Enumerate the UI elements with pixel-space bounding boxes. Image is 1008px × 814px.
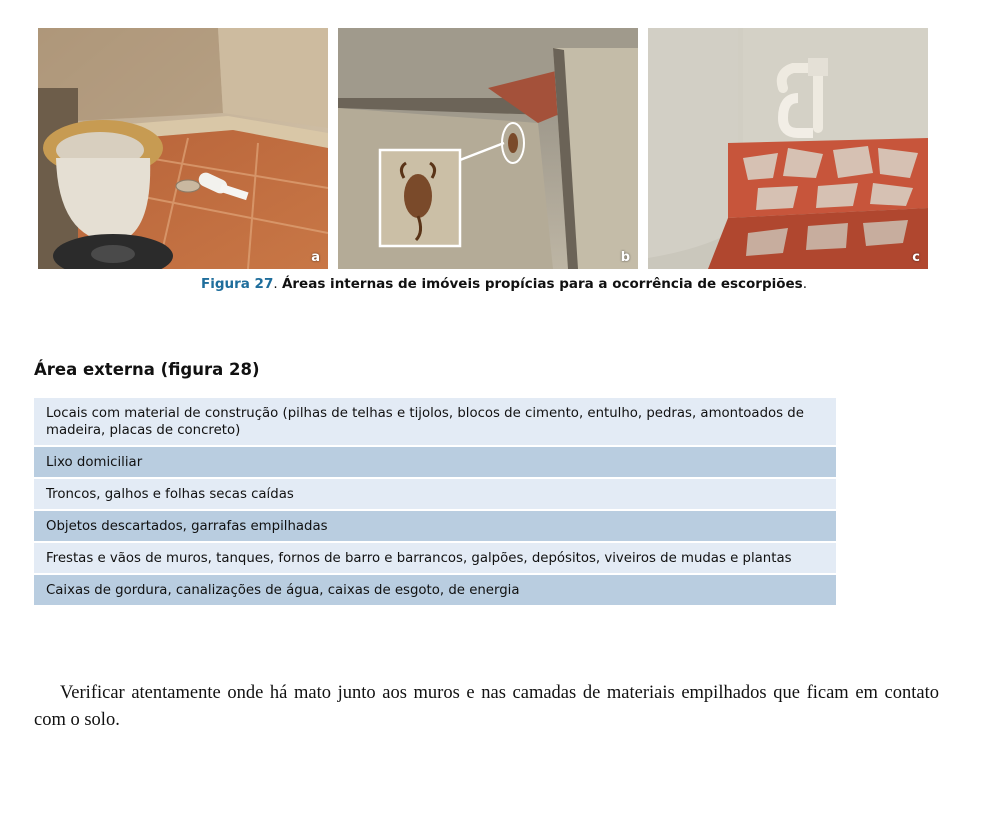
photo-letter-c: c <box>912 250 920 265</box>
cracked-wall-scorpion-photo <box>338 28 638 269</box>
bathroom-toilet-floor-photo <box>38 28 328 269</box>
table-row: Caixas de gordura, canalizações de água, caixas de esgoto, de energia <box>34 575 836 607</box>
photo-letter-b: b <box>620 250 630 265</box>
photo-b <box>338 28 638 269</box>
photo-a <box>38 28 328 269</box>
caption-separator: . <box>273 276 278 292</box>
figure-number: Figura 27 <box>200 276 274 292</box>
table-row: Lixo domiciliar <box>34 447 836 479</box>
table-row: Locais com material de construção (pilhas de telhas e tijolos, blocos de cimento, entulho, pedras, amontoados de madeira, placas de concreto) <box>34 398 836 447</box>
section-title: Área externa (figura 28) <box>34 360 260 379</box>
caption-end: . <box>802 276 808 292</box>
figure-caption-text: Áreas internas de imóveis propícias para a ocorrência de escorpiões <box>281 276 803 292</box>
photo-letter-a: a <box>311 250 320 265</box>
sink-pipe-tiled-wall-photo <box>648 28 928 269</box>
photo-c <box>648 28 928 269</box>
table-row: Objetos descartados, garrafas empilhadas <box>34 511 836 543</box>
table-row: Troncos, galhos e folhas secas caídas <box>34 479 836 511</box>
figure-photos <box>38 28 928 269</box>
external-area-table <box>34 398 836 607</box>
figure-caption <box>0 276 1008 292</box>
body-paragraph: Verificar atentamente onde há mato junto aos muros e nas camadas de materiais empilhados que ficam em contato com o solo. <box>34 683 939 730</box>
table-row: Frestas e vãos de muros, tanques, fornos de barro e barrancos, galpões, depósitos, viveiros de mudas e plantas <box>34 543 836 575</box>
